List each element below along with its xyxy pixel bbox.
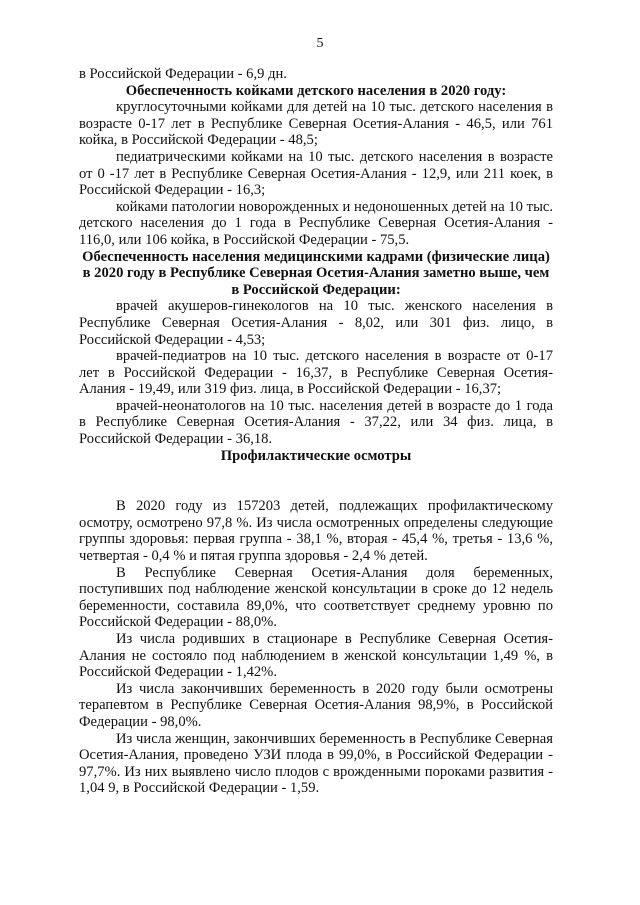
- bold-subheading: Обеспеченность населения медицинскими кадрами (физические лица) в 2020 году в Республике Северная Осетия-Алания заметно выше, чем в Российской Федерации:: [82, 248, 550, 298]
- body-paragraph: врачей акушеров-гинекологов на 10 тыс. женского населения в Республике Северная Осетия-Алания - 8,02, или 301 физ. лицо, в Российской Федерации - 4,53;: [79, 298, 553, 348]
- body-paragraph: Из числа закончивших беременность в 2020 году были осмотрены терапевтом в Республике Северная Осетия-Алания 98,9%, в Российской Федерации - 98,0%.: [79, 680, 553, 730]
- body-paragraph: педиатрическими койками на 10 тыс. детского населения в возрасте от 0 -17 лет в Республике Северная Осетия-Алания - 12,9, или 211 коек, в Российской Федерации - 16,3;: [79, 148, 553, 199]
- body-paragraph: В Республике Северная Осетия-Алания доля беременных, поступивших под наблюдение женской консультации в сроке до 12 недель беременности, составила 89,0%, что соответствует среднему уровню по Российской Федерации - 88,0%.: [79, 564, 553, 631]
- body-paragraph: Из числа родивших в стационаре в Республике Северная Осетия-Алания не состояло под наблюдением в женской консультации 1,49 %, в Российской Федерации - 1,42%.: [79, 631, 553, 681]
- body-paragraph: койками патологии новорожденных и недоношенных детей на 10 тыс. детского населения до 1 года в Республике Северная Осетия-Алания - 116,0, или 106 койка, в Российской Федерации - 75,5.: [79, 198, 553, 248]
- body-paragraph: врачей-педиатров на 10 тыс. детского населения в возрасте от 0-17 лет в Российской Федерации - 16,37, в Республике Северная Осетия-Алания - 19,49, или 319 физ. лица, в Российской Федерации - 16,37;: [79, 348, 553, 398]
- section-heading: Профилактические осмотры: [220, 447, 412, 464]
- body-paragraph: врачей-неонатологов на 10 тыс. населения детей в возрасте до 1 года в Республике Северная Осетия-Алания - 37,22, или 34 физ. лица, в Российской Федерации - 36,18.: [79, 397, 553, 448]
- body-paragraph: В 2020 году из 157203 детей, подлежащих профилактическому осмотру, осмотрено 97,8 %. Из числа осмотренных определены следующие группы здоровья: первая группа - 38,1 %, вторая - 45,4 %, третья - 13,6 %, четвертая - 0,4 % и пятая группа здоровья - 2,4 % детей.: [79, 498, 553, 565]
- section-spacer: [79, 464, 553, 498]
- page-number: 5: [316, 36, 324, 51]
- bold-subheading: Обеспеченность койками детского населения в 2020 году:: [125, 82, 507, 99]
- document-body: [79, 66, 553, 797]
- body-paragraph: круглосуточными койками для детей на 10 тыс. детского населения в возрасте 0-17 лет в Республике Северная Осетия-Алания - 46,5, или 761 койка, в Российской Федерации - 48,5;: [79, 99, 553, 149]
- body-paragraph: в Российской Федерации - 6,9 дн.: [79, 66, 287, 82]
- body-paragraph: Из числа женщин, закончивших беременность в Республике Северная Осетия-Алания, проведено УЗИ плода в 99,0%, в Российской Федерации - 97,7%. Из них выявлено число плодов с врожденными пороками развития - 1,04 9, в Российской Федерации - 1,59.: [79, 730, 553, 797]
